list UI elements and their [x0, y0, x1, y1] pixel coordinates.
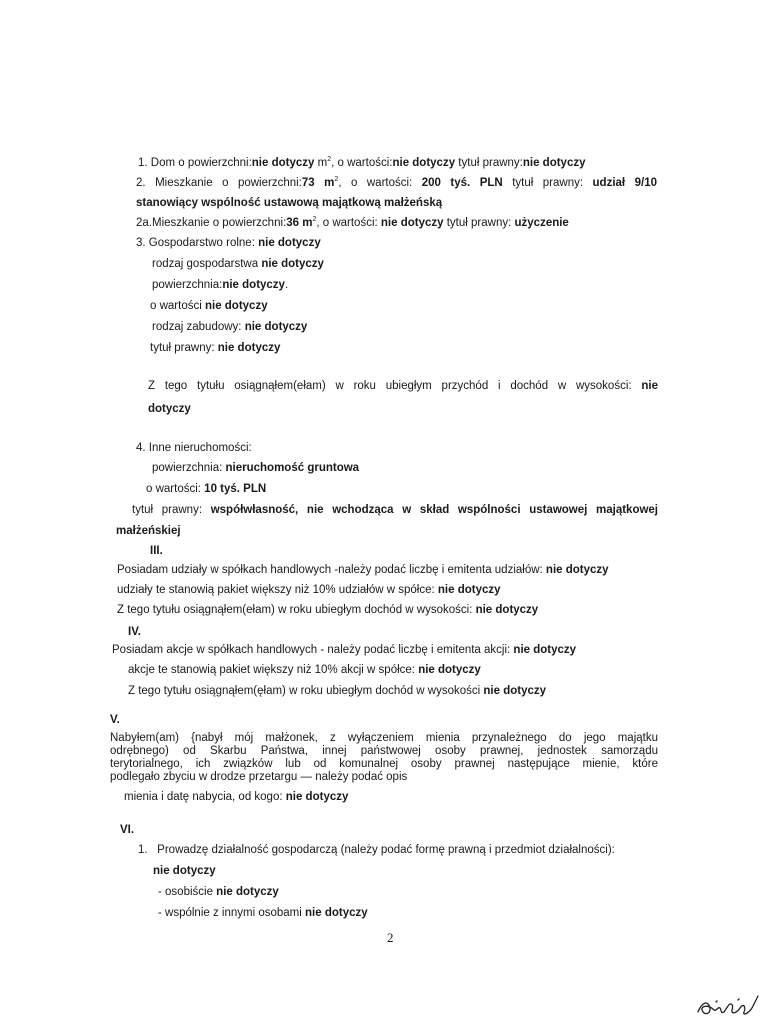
other-area	[152, 461, 359, 475]
house-unit: m	[314, 157, 328, 169]
section-iii-line1-text: Posiadam udziały w spółkach handlowych -należy podać liczbę i emitenta udziałów:	[117, 564, 546, 576]
farm-income-value: nie	[641, 380, 658, 392]
farm-worth-value: nie dotyczy	[204, 300, 268, 312]
section-iv-heading: IV.	[128, 626, 142, 638]
flat-label: 2. Mieszkanie o powierzchni:	[136, 177, 302, 189]
section-v-para-line3: terytorialnego, ich związków lub od komunalnej osoby prawnej następujące mienie, które	[110, 758, 658, 770]
farm-area-value: nie dotyczy	[222, 279, 285, 291]
house-title: nie dotyczy	[522, 157, 586, 169]
other-title-line1	[132, 503, 658, 517]
section-iii-line3	[117, 603, 538, 617]
section-iii-line2	[117, 583, 501, 597]
farm-title-label: tytuł prawny:	[150, 342, 218, 354]
flat2a-title: użyczenie	[514, 217, 569, 229]
section-vi-joint-value: nie dotyczy	[305, 907, 368, 919]
section-vi-item1: 1. Prowadzę działalność gospodarczą (należy podać formę prawną i przedmiot działalności):	[138, 844, 615, 856]
flat-title-cont: stanowiący wspólność ustawową majątkową małżeńską	[136, 197, 443, 209]
section-v-line-text: mienia i datę nabycia, od kogo:	[124, 791, 286, 803]
farm-building-label: rodzaj zabudowy:	[152, 321, 245, 333]
section-vi-joint	[158, 906, 368, 920]
other-worth-value: 10 tyś. PLN	[204, 483, 267, 495]
farm-worth	[150, 299, 268, 313]
section-iv-line3	[128, 684, 546, 698]
section-iv-line1-text: Posiadam akcje w spółkach handlowych - należy podać liczbę i emitenta akcji:	[112, 644, 514, 656]
farm-title-value: nie dotyczy	[217, 342, 281, 354]
section-vi-heading: VI.	[120, 824, 135, 836]
house-area: nie dotyczy	[251, 157, 315, 169]
item-flat-line1	[136, 176, 657, 190]
section-v-line-value: nie dotyczy	[285, 791, 349, 803]
section-iii-line3-value: nie dotyczy	[475, 604, 539, 616]
farm-label: 3. Gospodarstwo rolne:	[136, 237, 259, 249]
section-v-para-line1: Nabyłem(am) {nabył mój małżonek, z wyłączeniem mienia przynależnego do jego majątku	[110, 732, 658, 744]
flat-title: udział 9/10	[592, 177, 657, 189]
other-area-label: powierzchnia:	[152, 462, 226, 474]
farm-value: nie dotyczy	[258, 237, 321, 249]
item-flat-2a	[136, 216, 569, 230]
farm-type-label: rodzaj gospodarstwa	[152, 258, 262, 270]
flat2a-worth-label: , o wartości:	[316, 217, 381, 229]
flat-worth-label: , o wartości:	[338, 177, 422, 189]
house-sup: 2	[327, 156, 332, 163]
other-title-line2	[116, 524, 181, 538]
item-flat-line2	[136, 196, 442, 210]
section-vi-personal	[158, 885, 279, 899]
section-iii-line2-text: udziały te stanowią pakiet większy niż 10% udziałów w spółce:	[117, 584, 438, 596]
section-iii-line2-value: nie dotyczy	[437, 584, 501, 596]
section-iv-line1	[112, 643, 576, 657]
flat-worth: 200 tyś. PLN	[421, 177, 503, 189]
flat2a-area: 36 m	[286, 217, 313, 229]
farm-type-value: nie dotyczy	[261, 258, 324, 270]
section-iii-line1	[117, 563, 609, 577]
farm-income-line2	[148, 402, 191, 416]
section-iii-heading: III.	[150, 545, 163, 557]
flat2a-sup: 2	[312, 216, 317, 223]
signature-initials	[694, 988, 762, 1022]
item-other	[136, 441, 252, 455]
section-vi-item1-value	[153, 864, 216, 878]
flat2a-label: 2a.Mieszkanie o powierzchni:	[136, 217, 287, 229]
other-title-label: tytuł prawny:	[132, 504, 211, 516]
farm-area-label: powierzchnia:	[152, 279, 223, 291]
section-iv-line2	[128, 663, 481, 677]
farm-income-value-cont: dotyczy	[148, 403, 191, 415]
section-vi-joint-label: - wspólnie z innymi osobami	[158, 907, 306, 919]
flat2a-title-label: tytuł prawny:	[443, 217, 515, 229]
flat-area: 73 m	[301, 177, 335, 189]
section-v-line	[124, 790, 348, 804]
house-worth: nie dotyczy	[392, 157, 456, 169]
flat-sup: 2	[334, 176, 339, 183]
flat-title-label: tytuł prawny:	[502, 177, 593, 189]
section-vi-personal-label: - osobiście	[158, 886, 217, 898]
farm-area	[152, 278, 288, 292]
item-farm	[136, 236, 321, 250]
section-iii-line1-value: nie dotyczy	[545, 564, 609, 576]
house-worth-label: , o wartości:	[331, 157, 393, 169]
other-title-value-cont: małżeńskiej	[116, 525, 181, 537]
section-iv-line2-value: nie dotyczy	[418, 664, 481, 676]
flat2a-worth: nie dotyczy	[380, 217, 444, 229]
other-title-value: współwłasność, nie wchodząca w skład wspólności ustawowej majątkowej	[210, 504, 659, 516]
farm-building	[152, 320, 307, 334]
farm-worth-label: o wartości	[150, 300, 205, 312]
section-vi-personal-value: nie dotyczy	[216, 886, 279, 898]
page-number: 2	[387, 930, 394, 945]
section-iii-line3-text: Z tego tytułu osiągnąłem(ełam) w roku ubiegłym dochód w wysokości:	[117, 604, 476, 616]
section-iv-line1-value: nie dotyczy	[513, 644, 577, 656]
section-v-para-line2: odrębnego) od Skarbu Państwa, innej państwowej osoby prawnej, jednostek samorządu	[110, 745, 658, 757]
farm-income-line1	[148, 379, 658, 393]
farm-income-text: Z tego tytułu osiągnąłem(ełam) w roku ubiegłym przychód i dochód w wysokości:	[148, 380, 642, 392]
section-iv-line2-text: akcje te stanowią pakiet większy niż 10% akcji w spółce:	[128, 664, 419, 676]
other-label: 4. Inne nieruchomości:	[136, 442, 252, 454]
other-worth	[146, 482, 266, 496]
item-house	[138, 156, 586, 170]
house-title-label: tytuł prawny:	[455, 157, 523, 169]
house-label: 1. Dom o powierzchni:	[138, 157, 252, 169]
other-worth-label: o wartości:	[146, 483, 205, 495]
other-area-value: nieruchomość gruntowa	[225, 462, 360, 474]
section-v-para-line4: podlegało zbyciu w drodze przetargu — należy podać opis	[110, 771, 408, 783]
farm-type	[152, 257, 324, 271]
section-v-heading: V.	[110, 714, 120, 726]
section-vi-value: nie dotyczy	[153, 865, 216, 877]
section-iv-line3-value: nie dotyczy	[483, 685, 547, 697]
farm-title	[150, 341, 280, 355]
farm-area-end: .	[284, 279, 289, 291]
farm-building-value: nie dotyczy	[244, 321, 308, 333]
section-iv-line3-text: Z tego tytułu osiągnąłem(ęłam) w roku ubiegłym dochód w wysokości	[128, 685, 484, 697]
